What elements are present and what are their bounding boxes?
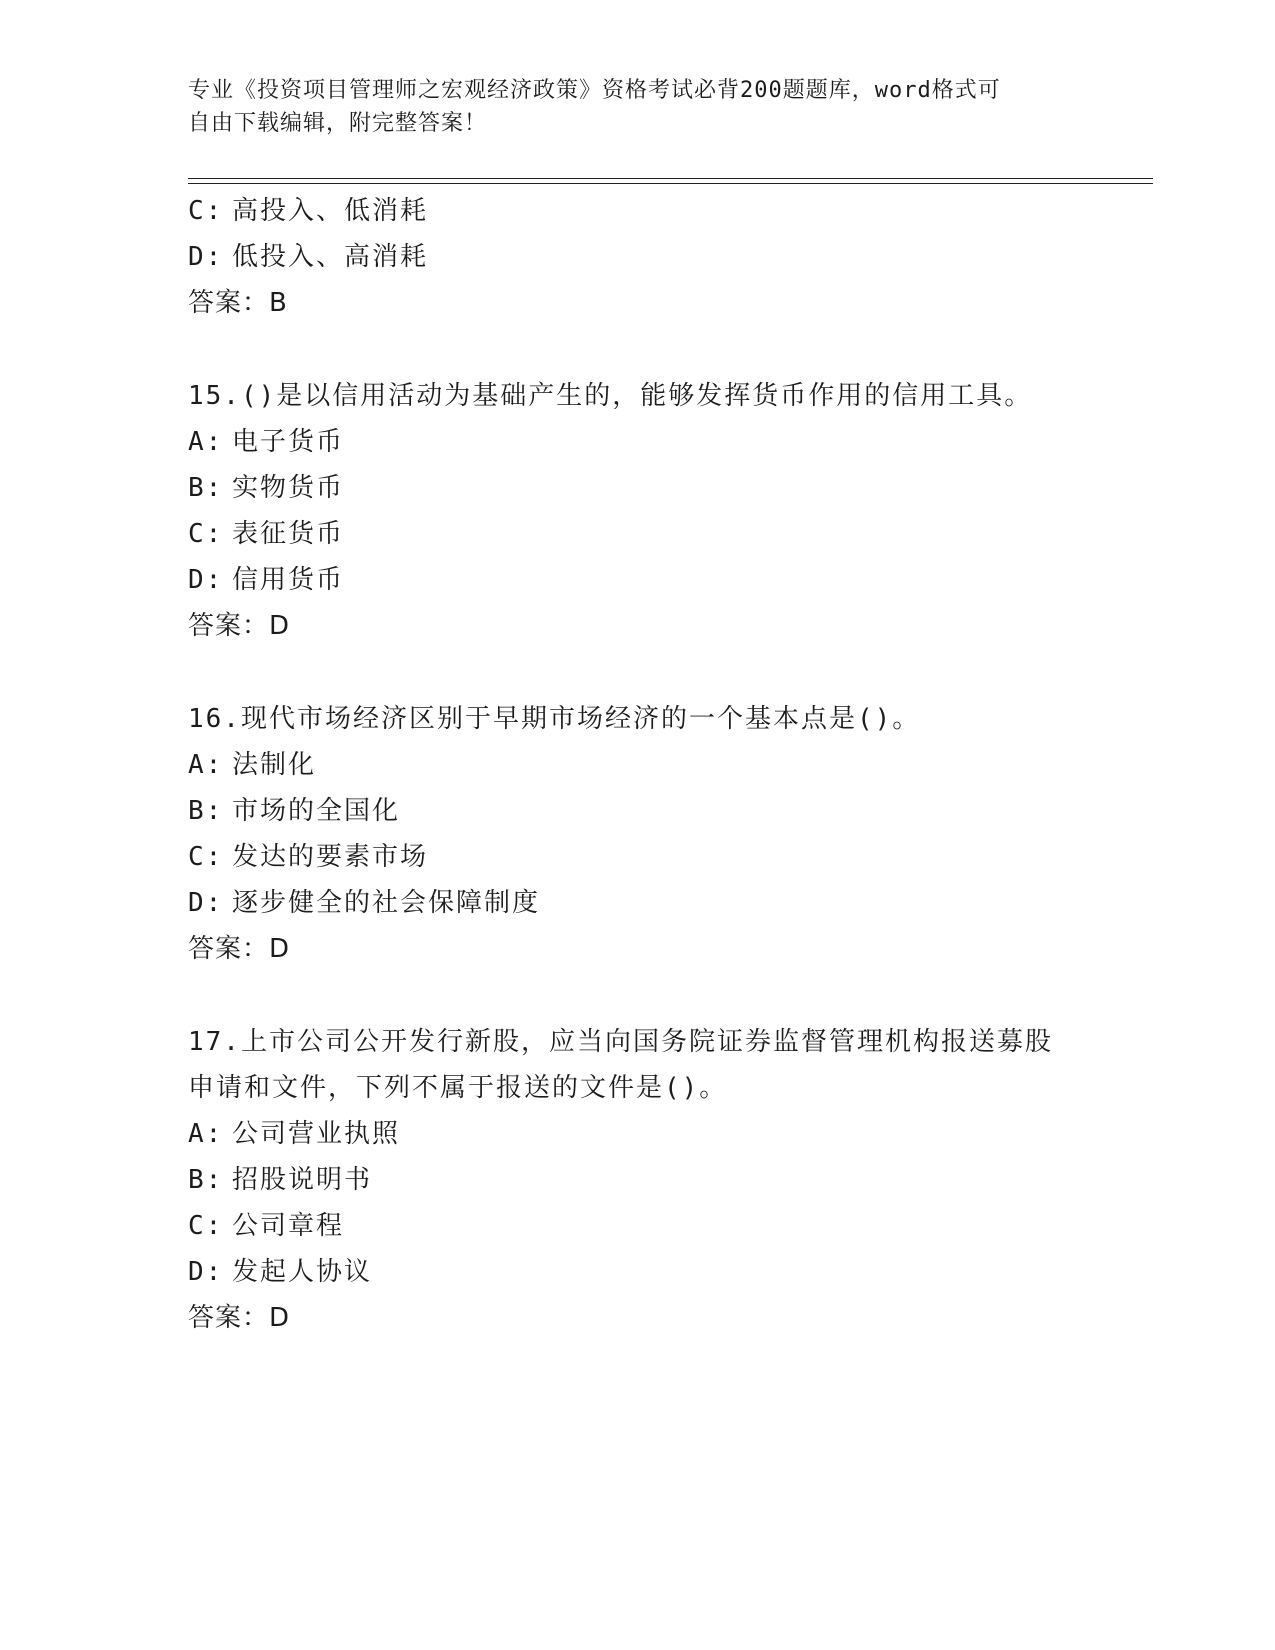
option-text: 高投入、低消耗 — [232, 196, 429, 226]
option-letter: C: — [188, 1211, 224, 1241]
question-stem-line-2: 申请和文件，下列不属于报送的文件是()。 — [188, 1073, 728, 1103]
option-text: 法制化 — [232, 750, 317, 780]
option-d — [188, 1249, 1153, 1295]
answer-line: 答案：D — [188, 1303, 291, 1333]
option-letter: D: — [188, 565, 224, 595]
option-b — [188, 465, 1153, 511]
option-letter: C: — [188, 519, 224, 549]
question-stem: 15.()是以信用活动为基础产生的，能够发挥货币作用的信用工具。 — [188, 381, 1033, 411]
spacer — [188, 326, 1153, 373]
option-d — [188, 234, 1153, 280]
option-letter: C: — [188, 842, 224, 872]
option-text: 表征货币 — [232, 519, 345, 549]
option-letter: A: — [188, 427, 224, 457]
header-title-line-1: 专业《投资项目管理师之宏观经济政策》资格考试必背200题题库，word格式可 — [188, 78, 1001, 103]
option-letter: C: — [188, 196, 224, 226]
option-text: 市场的全国化 — [232, 796, 401, 826]
answer-line: 答案：D — [188, 934, 291, 964]
question-list — [188, 188, 1153, 1341]
option-text: 招股说明书 — [232, 1165, 373, 1195]
option-letter: A: — [188, 1119, 224, 1149]
header-divider-bottom — [188, 183, 1153, 184]
option-c — [188, 188, 1153, 234]
answer-line: 答案：B — [188, 288, 288, 318]
option-a — [188, 742, 1153, 788]
option-a — [188, 1111, 1153, 1157]
option-letter: B: — [188, 1165, 224, 1195]
option-text: 低投入、高消耗 — [232, 242, 429, 272]
spacer — [188, 649, 1153, 696]
option-text: 电子货币 — [232, 427, 345, 457]
option-letter: D: — [188, 1257, 224, 1287]
option-letter: B: — [188, 473, 224, 503]
option-b — [188, 1157, 1153, 1203]
option-text: 公司章程 — [232, 1211, 345, 1241]
question-stem: 16.现代市场经济区别于早期市场经济的一个基本点是()。 — [188, 704, 921, 734]
option-letter: D: — [188, 242, 224, 272]
page-header — [188, 74, 1088, 140]
option-text: 逐步健全的社会保障制度 — [232, 888, 541, 918]
spacer — [188, 972, 1153, 1019]
option-letter: D: — [188, 888, 224, 918]
option-letter: B: — [188, 796, 224, 826]
option-d — [188, 880, 1153, 926]
option-a — [188, 419, 1153, 465]
option-text: 发起人协议 — [232, 1257, 373, 1287]
option-c — [188, 511, 1153, 557]
option-text: 信用货币 — [232, 565, 345, 595]
option-b — [188, 788, 1153, 834]
question-14 — [188, 188, 1153, 326]
option-text: 发达的要素市场 — [232, 842, 429, 872]
question-17 — [188, 1019, 1153, 1341]
answer-line: 答案：D — [188, 611, 291, 641]
question-16 — [188, 696, 1153, 972]
option-text: 公司营业执照 — [232, 1119, 401, 1149]
header-title-line-2: 自由下载编辑，附完整答案！ — [188, 111, 488, 136]
header-divider-top — [188, 178, 1153, 179]
option-c — [188, 1203, 1153, 1249]
option-text: 实物货币 — [232, 473, 345, 503]
question-stem-line-1: 17.上市公司公开发行新股，应当向国务院证券监督管理机构报送募股 — [188, 1027, 1053, 1057]
option-d — [188, 557, 1153, 603]
option-c — [188, 834, 1153, 880]
question-15 — [188, 373, 1153, 649]
option-letter: A: — [188, 750, 224, 780]
